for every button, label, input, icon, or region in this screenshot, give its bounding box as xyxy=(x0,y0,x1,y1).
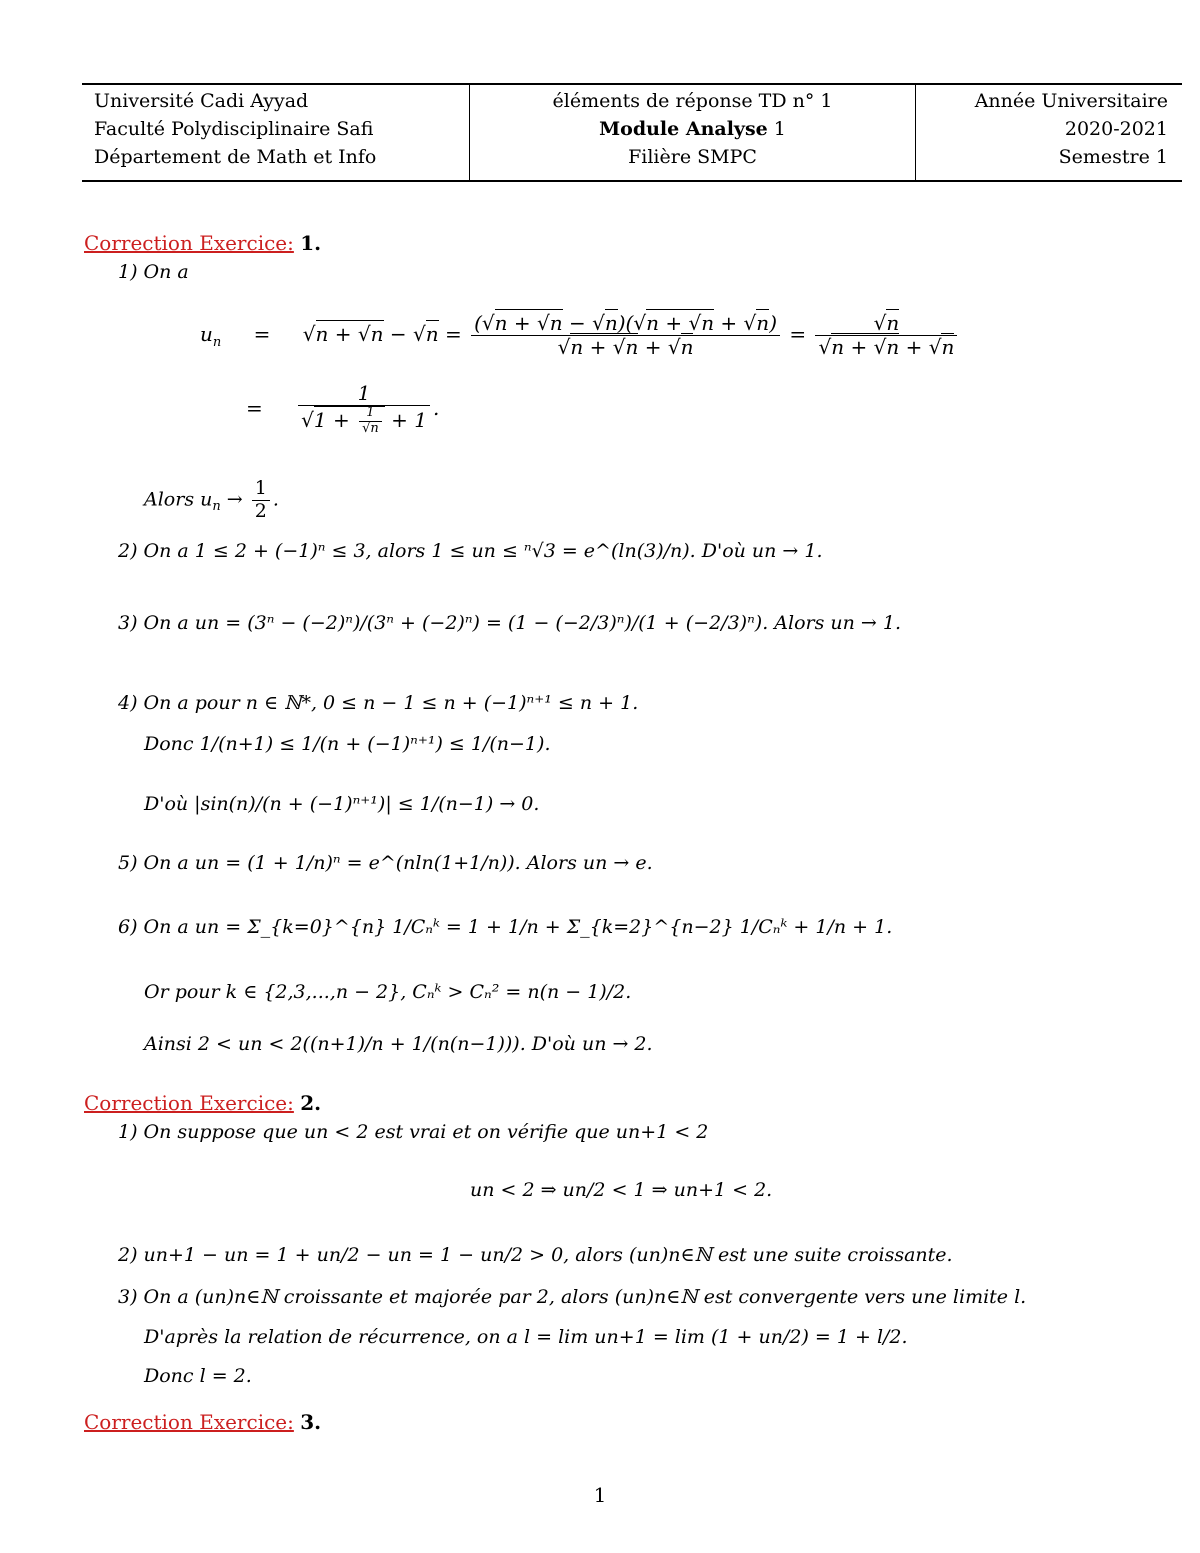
ex2-line-2: 2) un+1 − un = 1 + un/2 − un = 1 − un/2 > 0, alors (un)n∈ℕ est une suite croissante. xyxy=(118,1244,953,1266)
year-label: Année Universitaire xyxy=(974,90,1168,112)
ex2-line-3: 3) On a (un)n∈ℕ croissante et majorée par 2, alors (un)n∈ℕ est convergente vers une limite l. xyxy=(118,1286,1027,1308)
year-value: 2020-2021 xyxy=(1064,118,1168,140)
faculty-name: Faculté Polydisciplinaire Safi xyxy=(94,118,374,140)
ex2-line-3b: D'après la relation de récurrence, on a l = lim un+1 = lim (1 + un/2) = 1 + l/2. xyxy=(144,1326,908,1348)
university-name: Université Cadi Ayyad xyxy=(94,90,309,112)
ex1-alors: Alors $u_n$ → $\frac{1}{2}$ . xyxy=(144,477,279,522)
page-number: 1 xyxy=(593,1483,607,1507)
ex1-equation-1: $u_n = √n + √n - √n$ = $\frac{(√n + √n - √n)(√n + √n + √n)}{√n + √n + √n}$ = $\frac{√n}{√n + √n + √n}$ xyxy=(200,312,960,359)
exercise-2-heading: Correction Exercice: 2. xyxy=(84,1091,322,1115)
header-right xyxy=(916,85,1182,180)
header-table xyxy=(82,83,1182,182)
ex1-line-6b: Or pour k ∈ {2,3,...,n − 2}, Cₙᵏ > Cₙ² = n(n − 1)/2. xyxy=(144,981,632,1003)
header-left xyxy=(82,85,470,180)
filiere: Filière SMPC xyxy=(628,146,757,168)
ex1-line-3: 3) On a un = (3ⁿ − (−2)ⁿ)/(3ⁿ + (−2)ⁿ) = (1 − (−2/3)ⁿ)/(1 + (−2/3)ⁿ). Alors un → 1. xyxy=(118,612,901,634)
ex1-line-4b: Donc 1/(n+1) ≤ 1/(n + (−1)ⁿ⁺¹) ≤ 1/(n−1). xyxy=(144,733,551,755)
ex2-line-3c: Donc l = 2. xyxy=(144,1365,252,1387)
department-name: Département de Math et Info xyxy=(94,146,377,168)
exercise-3-heading: Correction Exercice: 3. xyxy=(84,1410,322,1434)
ex1-line-4: 4) On a pour n ∈ ℕ*, 0 ≤ n − 1 ≤ n + (−1)ⁿ⁺¹ ≤ n + 1. xyxy=(118,692,639,714)
header-center xyxy=(470,85,916,180)
ex2-line-1: 1) On suppose que un < 2 est vrai et on vérifie que un+1 < 2 xyxy=(118,1121,709,1143)
semester: Semestre 1 xyxy=(1058,146,1168,168)
module-name: Module Analyse 1 xyxy=(599,118,786,140)
doc-title: éléments de réponse TD n° 1 xyxy=(552,90,833,112)
ex1-line-6: 6) On a un = Σ_{k=0}^{n} 1/Cₙᵏ = 1 + 1/n + Σ_{k=2}^{n−2} 1/Cₙᵏ + 1/n + 1. xyxy=(118,916,893,938)
ex1-line-4c: D'où |sin(n)/(n + (−1)ⁿ⁺¹)| ≤ 1/(n−1) → 0. xyxy=(144,793,540,815)
ex1-line-2: 2) On a 1 ≤ 2 + (−1)ⁿ ≤ 3, alors 1 ≤ un ≤ ⁿ√3 = e^(ln(3)/n). D'où un → 1. xyxy=(118,540,823,562)
ex1-line-1: 1) On a xyxy=(118,261,189,283)
ex2-equation: un < 2 ⇒ un/2 < 1 ⇒ un+1 < 2. xyxy=(470,1179,773,1201)
ex1-line-6c: Ainsi 2 < un < 2((n+1)/n + 1/(n(n−1))). D'où un → 2. xyxy=(144,1033,653,1055)
ex1-equation-2: = 1 √1 + $\frac{1}{√n}$ + 1 . xyxy=(246,381,440,436)
exercise-1-heading: Correction Exercice: 1. xyxy=(84,231,322,255)
ex1-line-5: 5) On a un = (1 + 1/n)ⁿ = e^(nln(1+1/n)). Alors un → e. xyxy=(118,852,653,874)
